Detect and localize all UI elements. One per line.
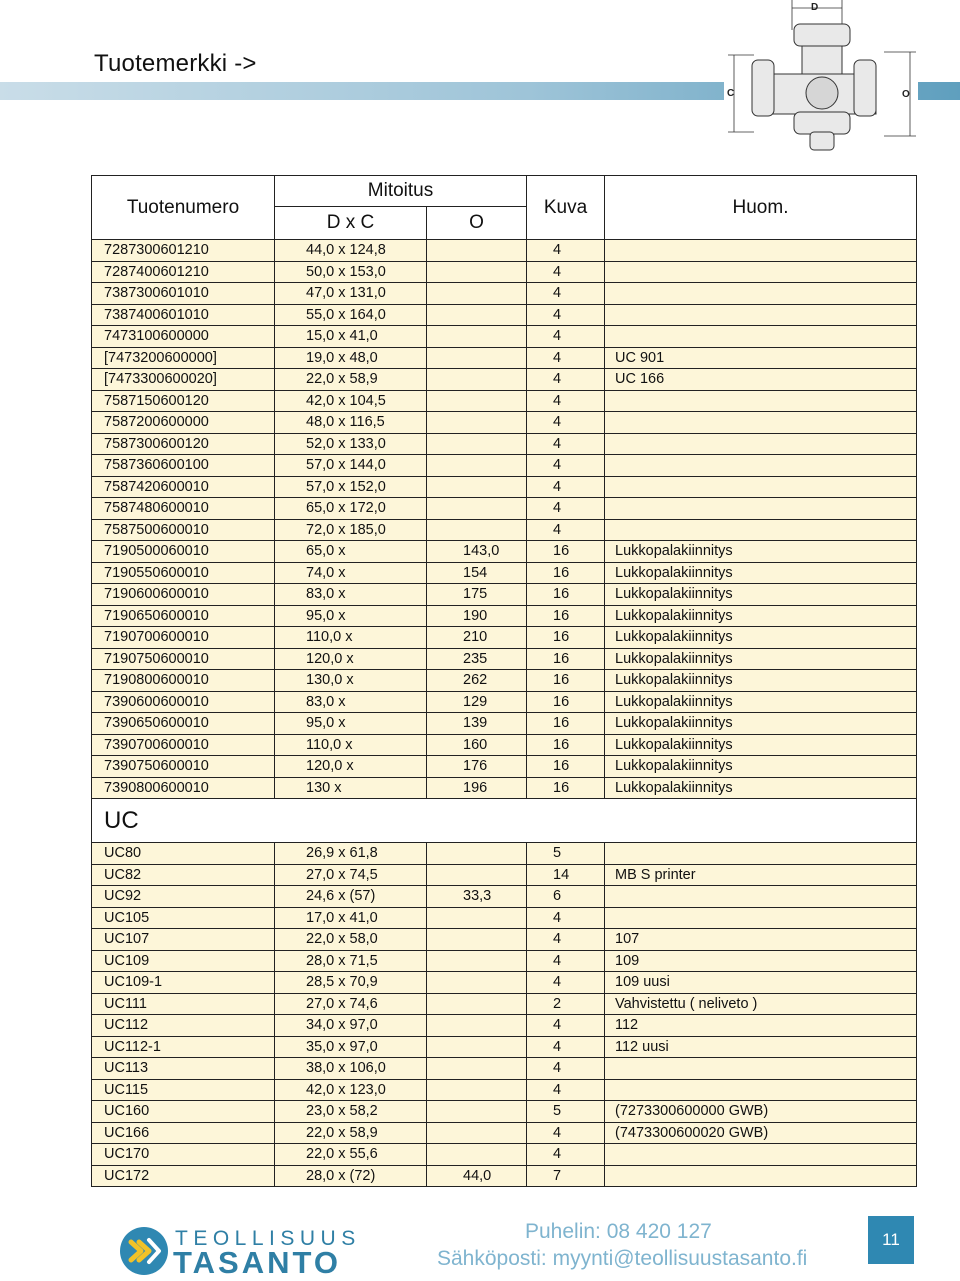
note-cell: Lukkopalakiinnitys [605, 734, 917, 756]
product-number-cell: 7587500600010 [92, 519, 275, 541]
product-number-cell: 7387300601010 [92, 283, 275, 305]
product-number-cell: 7287300601210 [92, 240, 275, 262]
dxc-cell: 55,0 x 164,0 [275, 304, 427, 326]
o-cell [427, 1058, 527, 1080]
product-number-cell: UC112-1 [92, 1036, 275, 1058]
header-o: O [427, 207, 527, 240]
o-cell [427, 1036, 527, 1058]
product-number-cell: UC172 [92, 1165, 275, 1187]
note-cell: Lukkopalakiinnitys [605, 670, 917, 692]
table-row [92, 929, 917, 951]
o-cell [427, 907, 527, 929]
dxc-cell: 57,0 x 152,0 [275, 476, 427, 498]
o-cell: 196 [427, 777, 527, 799]
table-row [92, 283, 917, 305]
note-cell [605, 304, 917, 326]
dxc-cell: 95,0 x [275, 605, 427, 627]
product-number-cell: 7190650600010 [92, 605, 275, 627]
product-number-cell: UC80 [92, 843, 275, 865]
o-cell [427, 476, 527, 498]
table-row [92, 519, 917, 541]
image-number-cell: 16 [527, 670, 605, 692]
product-number-cell: UC82 [92, 864, 275, 886]
product-number-cell: 7587360600100 [92, 455, 275, 477]
product-number-cell: UC109-1 [92, 972, 275, 994]
product-number-cell: UC166 [92, 1122, 275, 1144]
image-number-cell: 4 [527, 433, 605, 455]
o-cell [427, 1144, 527, 1166]
image-number-cell: 4 [527, 1122, 605, 1144]
product-number-cell: 7587420600010 [92, 476, 275, 498]
table-row [92, 476, 917, 498]
note-cell: (7473300600020 GWB) [605, 1122, 917, 1144]
dxc-cell: 15,0 x 41,0 [275, 326, 427, 348]
o-cell [427, 843, 527, 865]
o-cell [427, 950, 527, 972]
image-number-cell: 5 [527, 1101, 605, 1123]
table-row [92, 713, 917, 735]
o-cell [427, 347, 527, 369]
note-cell [605, 283, 917, 305]
o-cell [427, 433, 527, 455]
note-cell: UC 901 [605, 347, 917, 369]
table-row [92, 240, 917, 262]
note-cell: MB S printer [605, 864, 917, 886]
dxc-cell: 28,0 x 71,5 [275, 950, 427, 972]
dxc-cell: 120,0 x [275, 648, 427, 670]
image-number-cell: 16 [527, 584, 605, 606]
note-cell [605, 843, 917, 865]
o-cell: 176 [427, 756, 527, 778]
o-cell: 44,0 [427, 1165, 527, 1187]
image-number-cell: 4 [527, 1058, 605, 1080]
table-row [92, 412, 917, 434]
note-cell [605, 886, 917, 908]
dxc-cell: 110,0 x [275, 734, 427, 756]
product-number-cell: UC170 [92, 1144, 275, 1166]
o-cell: 210 [427, 627, 527, 649]
note-cell: Lukkopalakiinnitys [605, 562, 917, 584]
diagram-label-d: D [811, 2, 819, 13]
note-cell [605, 907, 917, 929]
note-cell: Lukkopalakiinnitys [605, 648, 917, 670]
note-cell: Lukkopalakiinnitys [605, 691, 917, 713]
note-cell: Lukkopalakiinnitys [605, 756, 917, 778]
o-cell [427, 326, 527, 348]
table-row [92, 605, 917, 627]
note-cell [605, 412, 917, 434]
dxc-cell: 44,0 x 124,8 [275, 240, 427, 262]
dxc-cell: 83,0 x [275, 584, 427, 606]
product-number-cell: 7190700600010 [92, 627, 275, 649]
table-row [92, 907, 917, 929]
logo-text-tasanto: TASANTO [173, 1245, 341, 1280]
product-number-cell: UC105 [92, 907, 275, 929]
header-dimensions: Mitoitus [275, 176, 527, 207]
o-cell: 139 [427, 713, 527, 735]
note-cell [605, 476, 917, 498]
o-cell [427, 1101, 527, 1123]
o-cell [427, 864, 527, 886]
image-number-cell: 16 [527, 713, 605, 735]
dxc-cell: 28,5 x 70,9 [275, 972, 427, 994]
image-number-cell: 4 [527, 950, 605, 972]
image-number-cell: 16 [527, 562, 605, 584]
table-row [92, 1165, 917, 1187]
image-number-cell: 4 [527, 929, 605, 951]
logo-emblem-icon [119, 1226, 169, 1276]
image-number-cell: 4 [527, 369, 605, 391]
logo-text-teollisuus: TEOLLISUUS [175, 1227, 361, 1250]
note-cell: 112 [605, 1015, 917, 1037]
dxc-cell: 27,0 x 74,6 [275, 993, 427, 1015]
image-number-cell: 6 [527, 886, 605, 908]
dxc-cell: 50,0 x 153,0 [275, 261, 427, 283]
product-number-cell: 7587200600000 [92, 412, 275, 434]
table-row [92, 777, 917, 799]
image-number-cell: 16 [527, 541, 605, 563]
image-number-cell: 16 [527, 777, 605, 799]
note-cell: Lukkopalakiinnitys [605, 627, 917, 649]
o-cell: 160 [427, 734, 527, 756]
product-number-cell: UC107 [92, 929, 275, 951]
table-row [92, 1144, 917, 1166]
product-number-cell: 7390800600010 [92, 777, 275, 799]
table-row [92, 993, 917, 1015]
product-number-cell: 7190800600010 [92, 670, 275, 692]
dxc-cell: 35,0 x 97,0 [275, 1036, 427, 1058]
product-rows-group-1 [92, 240, 917, 799]
table-row [92, 1058, 917, 1080]
o-cell: 143,0 [427, 541, 527, 563]
image-number-cell: 4 [527, 476, 605, 498]
header-product-number: Tuotenumero [92, 176, 275, 240]
table-row [92, 972, 917, 994]
table-row [92, 670, 917, 692]
product-number-cell: [7473300600020] [92, 369, 275, 391]
note-cell [605, 498, 917, 520]
note-cell: Vahvistettu ( neliveto ) [605, 993, 917, 1015]
dxc-cell: 110,0 x [275, 627, 427, 649]
o-cell [427, 1079, 527, 1101]
product-number-cell: UC115 [92, 1079, 275, 1101]
o-cell: 129 [427, 691, 527, 713]
table-row [92, 627, 917, 649]
page-number: 11 [868, 1216, 914, 1264]
header-dxc: D x C [275, 207, 427, 240]
dxc-cell: 47,0 x 131,0 [275, 283, 427, 305]
note-cell [605, 326, 917, 348]
image-number-cell: 16 [527, 734, 605, 756]
product-number-cell: [7473200600000] [92, 347, 275, 369]
image-number-cell: 4 [527, 283, 605, 305]
image-number-cell: 4 [527, 1015, 605, 1037]
footer-email[interactable]: Sähköposti: myynti@teollisuustasanto.fi [437, 1247, 808, 1270]
dxc-cell: 57,0 x 144,0 [275, 455, 427, 477]
product-number-cell: 7190500060010 [92, 541, 275, 563]
product-number-cell: 7390600600010 [92, 691, 275, 713]
image-number-cell: 4 [527, 240, 605, 262]
o-cell [427, 519, 527, 541]
product-number-cell: 7473100600000 [92, 326, 275, 348]
note-cell [605, 240, 917, 262]
dxc-cell: 24,6 x (57) [275, 886, 427, 908]
note-cell: UC 166 [605, 369, 917, 391]
dxc-cell: 65,0 x [275, 541, 427, 563]
product-number-cell: UC92 [92, 886, 275, 908]
table-row [92, 498, 917, 520]
table-row [92, 304, 917, 326]
diagram-label-c: C [727, 88, 735, 99]
table-row [92, 648, 917, 670]
table-row [92, 1122, 917, 1144]
image-number-cell: 16 [527, 627, 605, 649]
o-cell [427, 369, 527, 391]
diagram-label-o: O [902, 89, 910, 100]
image-number-cell: 4 [527, 261, 605, 283]
table-row [92, 756, 917, 778]
image-number-cell: 4 [527, 390, 605, 412]
dxc-cell: 19,0 x 48,0 [275, 347, 427, 369]
dxc-cell: 52,0 x 133,0 [275, 433, 427, 455]
footer-phone: Puhelin: 08 420 127 [525, 1220, 712, 1243]
dxc-cell: 48,0 x 116,5 [275, 412, 427, 434]
note-cell: Lukkopalakiinnitys [605, 541, 917, 563]
image-number-cell: 4 [527, 907, 605, 929]
note-cell [605, 1058, 917, 1080]
o-cell [427, 455, 527, 477]
table-row [92, 864, 917, 886]
o-cell [427, 1122, 527, 1144]
table-row [92, 261, 917, 283]
product-number-cell: UC109 [92, 950, 275, 972]
note-cell: Lukkopalakiinnitys [605, 713, 917, 735]
dxc-cell: 27,0 x 74,5 [275, 864, 427, 886]
o-cell [427, 972, 527, 994]
table-row [92, 541, 917, 563]
table-row [92, 1079, 917, 1101]
image-number-cell: 16 [527, 605, 605, 627]
o-cell: 154 [427, 562, 527, 584]
note-cell: Lukkopalakiinnitys [605, 605, 917, 627]
product-number-cell: UC113 [92, 1058, 275, 1080]
note-cell: Lukkopalakiinnitys [605, 777, 917, 799]
o-cell [427, 1015, 527, 1037]
product-number-cell: 7387400601010 [92, 304, 275, 326]
note-cell: 107 [605, 929, 917, 951]
product-number-cell: 7390650600010 [92, 713, 275, 735]
note-cell [605, 1165, 917, 1187]
table-row [92, 562, 917, 584]
image-number-cell: 7 [527, 1165, 605, 1187]
image-number-cell: 4 [527, 1079, 605, 1101]
o-cell [427, 412, 527, 434]
table-row [92, 455, 917, 477]
o-cell: 262 [427, 670, 527, 692]
table-row [92, 584, 917, 606]
dxc-cell: 72,0 x 185,0 [275, 519, 427, 541]
table-row [92, 950, 917, 972]
dxc-cell: 130 x [275, 777, 427, 799]
note-cell [605, 1144, 917, 1166]
header-notes: Huom. [605, 176, 917, 240]
o-cell [427, 304, 527, 326]
product-table [91, 175, 917, 1187]
product-number-cell: UC160 [92, 1101, 275, 1123]
company-logo [119, 1226, 389, 1280]
note-cell [605, 1079, 917, 1101]
product-number-cell: 7587150600120 [92, 390, 275, 412]
dxc-cell: 120,0 x [275, 756, 427, 778]
dxc-cell: 65,0 x 172,0 [275, 498, 427, 520]
table-row [92, 843, 917, 865]
product-number-cell: 7190750600010 [92, 648, 275, 670]
table-row [92, 1101, 917, 1123]
dxc-cell: 17,0 x 41,0 [275, 907, 427, 929]
o-cell: 190 [427, 605, 527, 627]
image-number-cell: 4 [527, 455, 605, 477]
product-number-cell: 7587300600120 [92, 433, 275, 455]
o-cell [427, 993, 527, 1015]
o-cell: 33,3 [427, 886, 527, 908]
o-cell: 235 [427, 648, 527, 670]
image-number-cell: 4 [527, 1036, 605, 1058]
image-number-cell: 4 [527, 519, 605, 541]
note-cell: 112 uusi [605, 1036, 917, 1058]
product-number-cell: 7287400601210 [92, 261, 275, 283]
table-row [92, 1036, 917, 1058]
table-row [92, 326, 917, 348]
product-number-cell: 7390700600010 [92, 734, 275, 756]
note-cell: (7273300600000 GWB) [605, 1101, 917, 1123]
o-cell [427, 929, 527, 951]
image-number-cell: 16 [527, 691, 605, 713]
product-number-cell: 7587480600010 [92, 498, 275, 520]
o-cell [427, 498, 527, 520]
o-cell [427, 283, 527, 305]
table-row [92, 886, 917, 908]
page-title: Tuotemerkki -> [94, 50, 257, 77]
product-number-cell: UC111 [92, 993, 275, 1015]
dxc-cell: 28,0 x (72) [275, 1165, 427, 1187]
image-number-cell: 4 [527, 304, 605, 326]
product-rows-group-2 [92, 843, 917, 1187]
image-number-cell: 16 [527, 648, 605, 670]
dxc-cell: 26,9 x 61,8 [275, 843, 427, 865]
product-number-cell: 7190550600010 [92, 562, 275, 584]
dxc-cell: 23,0 x 58,2 [275, 1101, 427, 1123]
note-cell [605, 433, 917, 455]
dxc-cell: 95,0 x [275, 713, 427, 735]
section-heading-uc: UC [92, 799, 917, 843]
image-number-cell: 4 [527, 1144, 605, 1166]
dxc-cell: 22,0 x 58,9 [275, 369, 427, 391]
image-number-cell: 2 [527, 993, 605, 1015]
dxc-cell: 22,0 x 55,6 [275, 1144, 427, 1166]
header-image: Kuva [527, 176, 605, 240]
dxc-cell: 22,0 x 58,0 [275, 929, 427, 951]
dxc-cell: 130,0 x [275, 670, 427, 692]
note-cell [605, 390, 917, 412]
image-number-cell: 16 [527, 756, 605, 778]
product-number-cell: 7190600600010 [92, 584, 275, 606]
dxc-cell: 22,0 x 58,9 [275, 1122, 427, 1144]
image-number-cell: 4 [527, 972, 605, 994]
table-row [92, 433, 917, 455]
o-cell [427, 390, 527, 412]
table-row [92, 347, 917, 369]
image-number-cell: 4 [527, 347, 605, 369]
dxc-cell: 42,0 x 104,5 [275, 390, 427, 412]
dxc-cell: 42,0 x 123,0 [275, 1079, 427, 1101]
product-number-cell: 7390750600010 [92, 756, 275, 778]
table-row [92, 734, 917, 756]
note-cell: Lukkopalakiinnitys [605, 584, 917, 606]
o-cell: 175 [427, 584, 527, 606]
o-cell [427, 240, 527, 262]
note-cell: 109 [605, 950, 917, 972]
table-row [92, 369, 917, 391]
note-cell [605, 261, 917, 283]
dxc-cell: 83,0 x [275, 691, 427, 713]
dxc-cell: 38,0 x 106,0 [275, 1058, 427, 1080]
dxc-cell: 74,0 x [275, 562, 427, 584]
table-row [92, 390, 917, 412]
image-number-cell: 5 [527, 843, 605, 865]
table-row [92, 691, 917, 713]
o-cell [427, 261, 527, 283]
image-number-cell: 4 [527, 498, 605, 520]
table-row [92, 1015, 917, 1037]
note-cell [605, 519, 917, 541]
image-number-cell: 14 [527, 864, 605, 886]
note-cell [605, 455, 917, 477]
image-number-cell: 4 [527, 412, 605, 434]
image-number-cell: 4 [527, 326, 605, 348]
universal-joint-diagram [724, 0, 918, 158]
note-cell: 109 uusi [605, 972, 917, 994]
dxc-cell: 34,0 x 97,0 [275, 1015, 427, 1037]
product-number-cell: UC112 [92, 1015, 275, 1037]
